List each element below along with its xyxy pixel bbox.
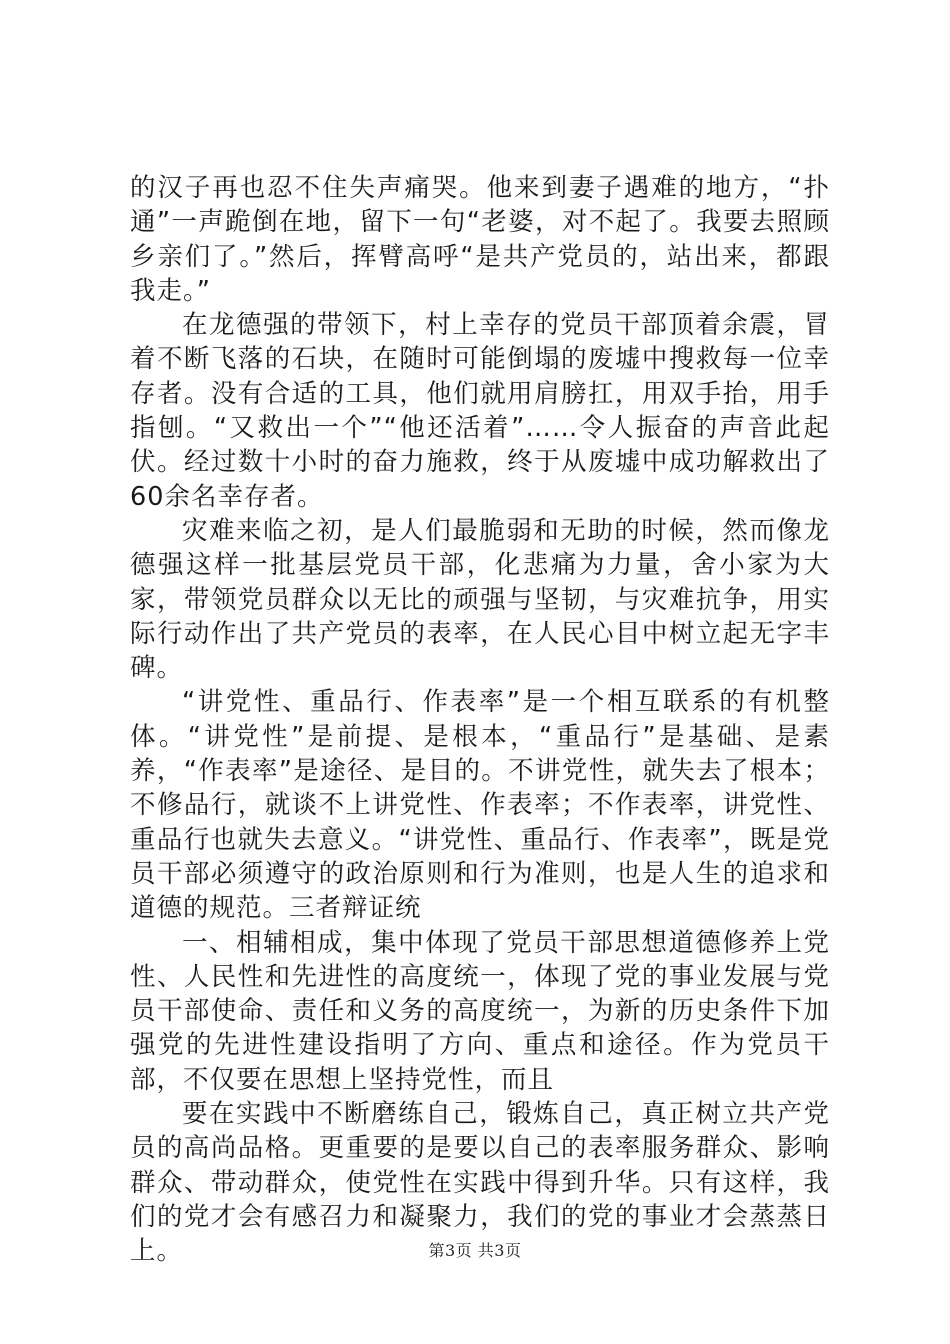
paragraph-practice: 要在实践中不断磨练自己，锻炼自己，真正树立共产党员的高尚品格。更重要的是要以自己的表率服务群众、影响群众、带动群众，使党性在实践中得到升华。只有这样，我们的党才会有感召力和凝聚力，我们的党的事业才会蒸蒸日上。 — [130, 1099, 830, 1267]
paragraph-unity: 一、相辅相成，集中体现了党员干部思想道德修养上党性、人民性和先进性的高度统一，体现了党的事业发展与党员干部使命、责任和义务的高度统一，为新的历史条件下加强党的先进性建设指明了方向、重点和途径。作为党员干部，不仅要在思想上坚持党性，而且 — [130, 927, 830, 1095]
paragraph-party-spirit: “讲党性、重品行、作表率”是一个相互联系的有机整体。“讲党性”是前提、是根本，“重品行”是基础、是素养，“作表率”是途径、是目的。不讲党性，就失去了根本；不修品行，就谈不上讲党性、作表率；不作表率，讲党性、重品行也就失去意义。“讲党性、重品行、作表率”，既是党员干部必须遵守的政治原则和行为准则，也是人生的追求和道德的规范。三者辩证统 — [130, 687, 830, 924]
paragraph-continued: 的汉子再也忍不住失声痛哭。他来到妻子遇难的地方，“扑通”一声跪倒在地，留下一句“老婆，对不起了。我要去照顾乡亲们了。”然后，挥臂高呼“是共产党员的，站出来，都跟我走。” — [130, 173, 830, 306]
paragraph-disaster: 灾难来临之初，是人们最脆弱和无助的时候，然而像龙德强这样一批基层党员干部，化悲痛为力量，舍小家为大家，带领党员群众以无比的顽强与坚韧，与灾难抗争，用实际行动作出了共产党员的表率，在人民心目中树立起无字丰碑。 — [130, 515, 830, 684]
page-number-footer: 第3页 共3页 — [428, 1241, 522, 1260]
paragraph-rescue: 在龙德强的带领下，村上幸存的党员干部顶着余震，冒着不断飞落的石块，在随时可能倒塌的废墟中搜救每一位幸存者。没有合适的工具，他们就用肩膀扛，用双手抬，用手指刨。“又救出一个”“他还活着”……令人振奋的声音此起伏。经过数十小时的奋力施救，终于从废墟中成功解救出了60余名幸存者。 — [130, 310, 830, 512]
document-body — [130, 171, 830, 1269]
